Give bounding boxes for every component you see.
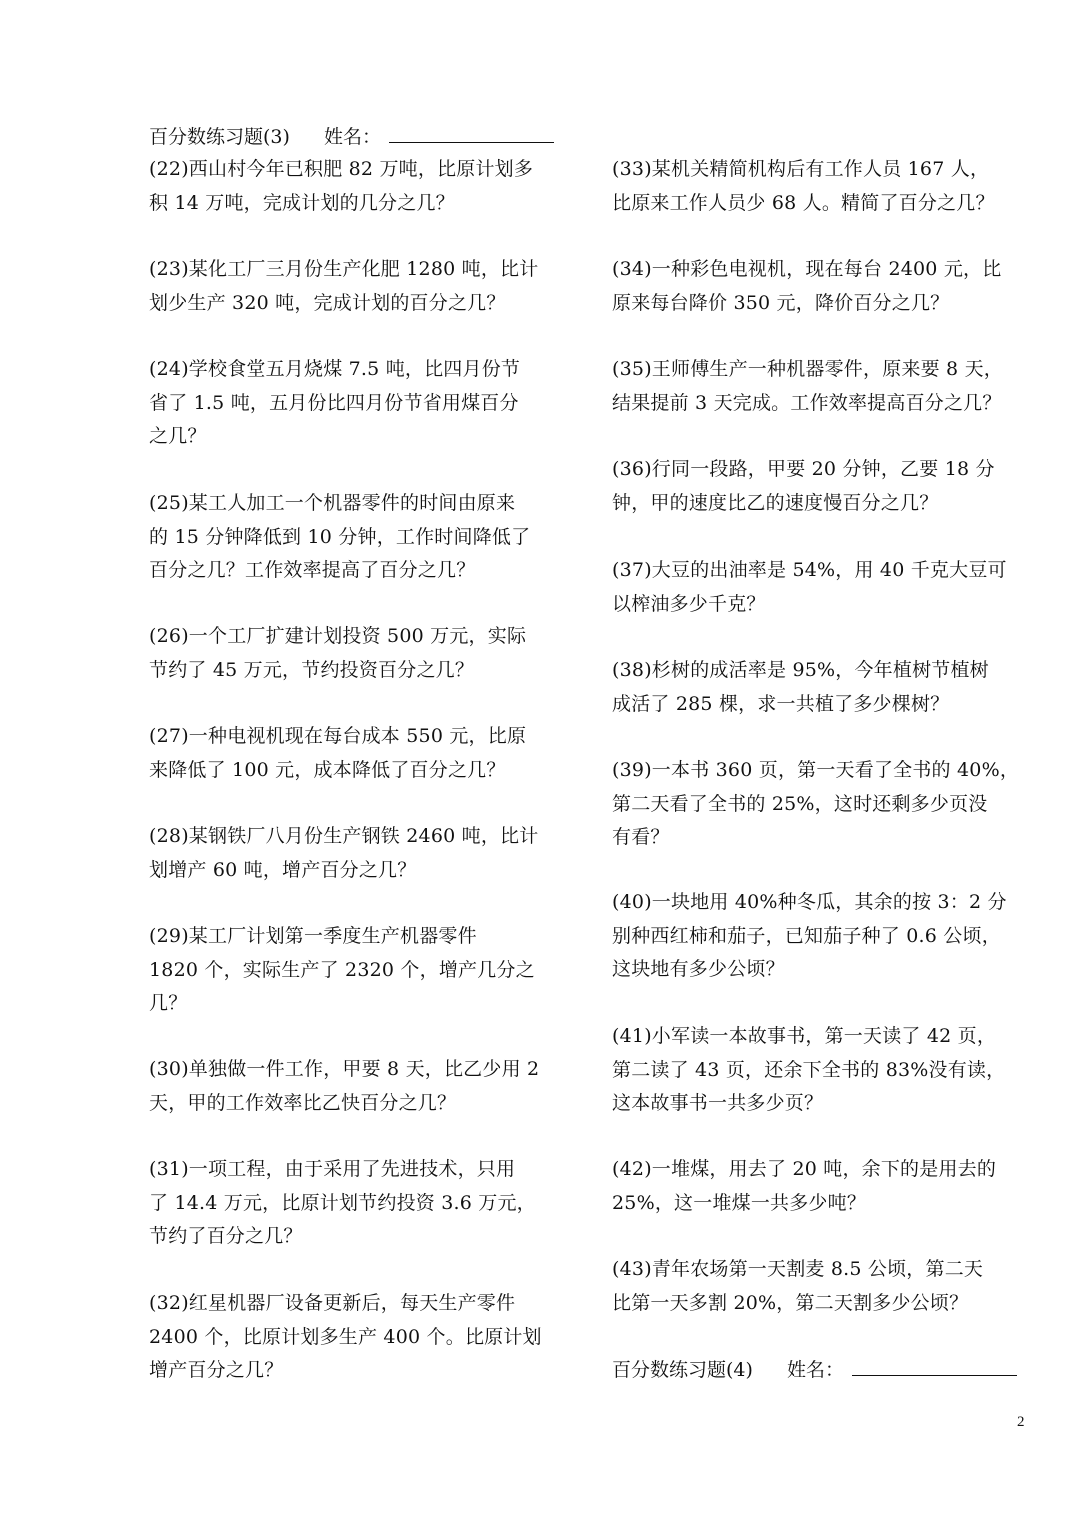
problem-line: 来降低了 100 元，成本降低了百分之几？ bbox=[149, 758, 506, 781]
problem-line: 1820 个，实际生产了 2320 个，增产几分之 bbox=[149, 958, 535, 981]
problem-line: (32)红星机器厂设备更新后，每天生产零件 bbox=[149, 1292, 516, 1314]
problem-line: 百分之几？工作效率提高了百分之几？ bbox=[149, 559, 476, 581]
problem-line: 省了 1.5 吨，五月份比四月份节省用煤百分 bbox=[149, 391, 519, 414]
problem-line: (28)某钢铁厂八月份生产钢铁 2460 吨，比计 bbox=[149, 825, 539, 847]
problem-line: 结果提前 3 天完成。工作效率提高百分之几？ bbox=[612, 391, 1002, 414]
problem-40 bbox=[612, 886, 1032, 987]
problem-line: (25)某工人加工一个机器零件的时间由原来 bbox=[149, 492, 516, 514]
problem-line: 别种西红柿和茄子，已知茄子种了 0.6 公顷， bbox=[612, 924, 1001, 947]
name-label: 姓名： bbox=[324, 126, 382, 148]
problem-line: 以榨油多少千克？ bbox=[612, 592, 766, 615]
problem-line: (38)杉树的成活率是 95%，今年植树节植树 bbox=[612, 659, 989, 681]
problem-33 bbox=[612, 153, 1032, 220]
problem-line: (30)单独做一件工作，甲要 8 天，比乙少用 2 bbox=[149, 1058, 540, 1080]
problem-24 bbox=[149, 353, 569, 454]
problem-line: 原来每台降价 350 元，降价百分之几？ bbox=[612, 291, 950, 314]
problem-26 bbox=[149, 620, 569, 687]
problem-37 bbox=[612, 554, 1032, 621]
problem-line: 成活了 285 棵，求一共植了多少棵树？ bbox=[612, 692, 950, 715]
problem-32 bbox=[149, 1287, 569, 1388]
problem-23 bbox=[149, 253, 569, 320]
problem-43 bbox=[612, 1253, 1032, 1320]
problem-line: (26)一个工厂扩建计划投资 500 万元，实际 bbox=[149, 625, 527, 647]
problem-line: 节约了百分之几？ bbox=[149, 1225, 303, 1247]
problem-line: 几？ bbox=[149, 992, 188, 1014]
problem-22 bbox=[149, 153, 569, 220]
problem-line: (23)某化工厂三月份生产化肥 1280 吨，比计 bbox=[149, 258, 539, 280]
problem-line: 划少生产 320 吨，完成计划的百分之几？ bbox=[149, 291, 506, 314]
problem-25 bbox=[149, 487, 569, 588]
worksheet-title: 百分数练习题(4) bbox=[612, 1359, 753, 1381]
problem-line: (41)小军读一本故事书，第一天读了 42 页， bbox=[612, 1025, 997, 1047]
problem-line: (39)一本书 360 页，第一天看了全书的 40%， bbox=[612, 759, 1020, 781]
problem-line: (29)某工厂计划第一季度生产机器零件 bbox=[149, 925, 477, 947]
problem-line: (43)青年农场第一天割麦 8.5 公顷，第二天 bbox=[612, 1258, 984, 1280]
problem-line: 积 14 万吨，完成计划的几分之几？ bbox=[149, 191, 455, 214]
problem-line: 了 14.4 万元，比原计划节约投资 3.6 万元， bbox=[149, 1191, 536, 1214]
problem-line: (40)一块地用 40%种冬瓜，其余的按 3：2 分 bbox=[612, 891, 1007, 913]
problem-line: (33)某机关精简机构后有工作人员 167 人， bbox=[612, 158, 990, 180]
name-blank-line[interactable] bbox=[389, 126, 554, 143]
page-number: 2 bbox=[1017, 1414, 1025, 1430]
problem-line: 划增产 60 吨，增产百分之几？ bbox=[149, 858, 417, 881]
problem-34 bbox=[612, 253, 1032, 320]
problem-31 bbox=[149, 1153, 569, 1254]
problem-line: 比原来工作人员少 68 人。精简了百分之几？ bbox=[612, 191, 995, 214]
problem-line: 之几？ bbox=[149, 425, 207, 447]
problem-line: 比第一天多割 20%，第二天割多少公顷？ bbox=[612, 1291, 969, 1314]
problem-line: 25%，这一堆煤一共多少吨？ bbox=[612, 1191, 867, 1214]
problem-line: 2400 个，比原计划多生产 400 个。比原计划 bbox=[149, 1325, 542, 1348]
name-label: 姓名： bbox=[787, 1359, 845, 1381]
problem-line: (42)一堆煤，用去了 20 吨，余下的是用去的 bbox=[612, 1158, 997, 1180]
problem-30 bbox=[149, 1053, 569, 1120]
problem-42 bbox=[612, 1153, 1032, 1220]
problem-36 bbox=[612, 453, 1032, 520]
problem-line: 节约了 45 万元，节约投资百分之几？ bbox=[149, 658, 475, 681]
problem-line: 的 15 分钟降低到 10 分钟，工作时间降低了 bbox=[149, 525, 531, 548]
problem-line: (24)学校食堂五月烧煤 7.5 吨，比四月份节 bbox=[149, 358, 521, 380]
problem-41 bbox=[612, 1020, 1032, 1121]
problem-line: (27)一种电视机现在每台成本 550 元，比原 bbox=[149, 725, 527, 747]
problem-line: 钟，甲的速度比乙的速度慢百分之几？ bbox=[612, 491, 939, 514]
problem-line: (31)一项工程，由于采用了先进技术，只用 bbox=[149, 1158, 516, 1180]
problem-line: (35)王师傅生产一种机器零件，原来要 8 天， bbox=[612, 358, 1003, 380]
problem-line: 第二读了 43 页，还余下全书的 83%没有读， bbox=[612, 1058, 1006, 1081]
problem-line: 增产百分之几？ bbox=[149, 1359, 284, 1381]
problem-line: (36)行同一段路，甲要 20 分钟，乙要 18 分 bbox=[612, 458, 995, 480]
problem-35 bbox=[612, 353, 1032, 420]
problem-line: (34)一种彩色电视机，现在每台 2400 元，比 bbox=[612, 258, 1002, 280]
problem-38 bbox=[612, 654, 1032, 721]
problem-line: 第二天看了全书的 25%，这时还剩多少页没 bbox=[612, 792, 988, 815]
worksheet-header-4 bbox=[612, 1359, 1017, 1381]
problem-line: 有看？ bbox=[612, 826, 670, 848]
problem-line: 这块地有多少公顷？ bbox=[612, 958, 785, 980]
problem-29 bbox=[149, 920, 569, 1021]
worksheet-header-3 bbox=[149, 126, 554, 148]
problem-39 bbox=[612, 754, 1032, 855]
problem-line: (22)西山村今年已积肥 82 万吨，比原计划多 bbox=[149, 158, 534, 180]
worksheet-title: 百分数练习题(3) bbox=[149, 126, 290, 148]
problem-27 bbox=[149, 720, 569, 787]
problem-line: 天，甲的工作效率比乙快百分之几？ bbox=[149, 1091, 457, 1114]
problem-line: 这本故事书一共多少页？ bbox=[612, 1092, 824, 1114]
problem-28 bbox=[149, 820, 569, 887]
problem-line: (37)大豆的出油率是 54%，用 40 千克大豆可 bbox=[612, 559, 1007, 581]
name-blank-line[interactable] bbox=[852, 1359, 1017, 1376]
